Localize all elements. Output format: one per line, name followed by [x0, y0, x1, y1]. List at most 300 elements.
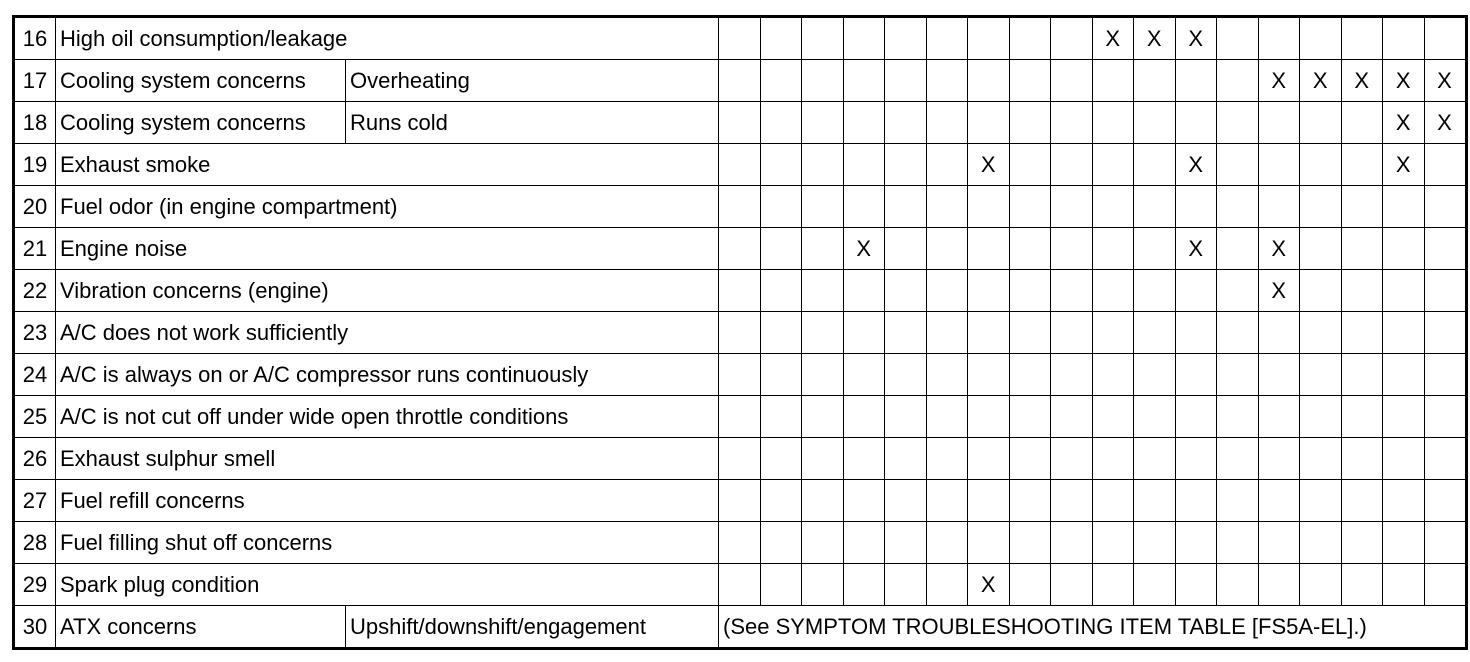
empty-cell	[1300, 144, 1342, 186]
empty-cell	[1175, 60, 1217, 102]
row-number: 21	[14, 228, 56, 270]
table-row	[14, 270, 1467, 312]
empty-cell	[1092, 522, 1134, 564]
check-mark: X	[1258, 270, 1300, 312]
empty-cell	[926, 186, 968, 228]
empty-cell	[1009, 438, 1051, 480]
empty-cell	[968, 60, 1010, 102]
empty-cell	[1009, 228, 1051, 270]
empty-cell	[1092, 480, 1134, 522]
empty-cell	[1009, 312, 1051, 354]
empty-cell	[1092, 270, 1134, 312]
empty-cell	[1383, 522, 1425, 564]
empty-cell	[1009, 270, 1051, 312]
empty-cell	[719, 60, 761, 102]
empty-cell	[968, 396, 1010, 438]
table-row	[14, 396, 1467, 438]
empty-cell	[968, 354, 1010, 396]
empty-cell	[1217, 144, 1259, 186]
empty-cell	[1092, 102, 1134, 144]
empty-cell	[719, 17, 761, 60]
empty-cell	[1092, 312, 1134, 354]
empty-cell	[719, 396, 761, 438]
empty-cell	[1424, 312, 1466, 354]
symptom-label: A/C is always on or A/C compressor runs continuously	[56, 354, 719, 396]
empty-cell	[1341, 396, 1383, 438]
empty-cell	[1217, 270, 1259, 312]
empty-cell	[885, 564, 927, 606]
empty-cell	[1009, 17, 1051, 60]
empty-cell	[843, 102, 885, 144]
empty-cell	[1092, 438, 1134, 480]
table-row	[14, 354, 1467, 396]
check-mark: X	[1300, 60, 1342, 102]
empty-cell	[968, 228, 1010, 270]
empty-cell	[1092, 396, 1134, 438]
empty-cell	[1424, 186, 1466, 228]
row-number: 24	[14, 354, 56, 396]
empty-cell	[1134, 186, 1176, 228]
empty-cell	[802, 480, 844, 522]
empty-cell	[1217, 522, 1259, 564]
row-number: 25	[14, 396, 56, 438]
check-mark: X	[843, 228, 885, 270]
empty-cell	[760, 522, 802, 564]
empty-cell	[1175, 522, 1217, 564]
empty-cell	[802, 564, 844, 606]
empty-cell	[1424, 270, 1466, 312]
empty-cell	[843, 480, 885, 522]
empty-cell	[885, 354, 927, 396]
empty-cell	[760, 480, 802, 522]
reference-note: (See SYMPTOM TROUBLESHOOTING ITEM TABLE [FS5A-EL].)	[719, 606, 1467, 649]
empty-cell	[1258, 522, 1300, 564]
symptom-label: High oil consumption/leakage	[56, 17, 719, 60]
empty-cell	[760, 396, 802, 438]
empty-cell	[968, 102, 1010, 144]
empty-cell	[1092, 186, 1134, 228]
empty-cell	[1383, 354, 1425, 396]
empty-cell	[926, 480, 968, 522]
symptom-label: Cooling system concerns	[56, 102, 346, 144]
row-number: 22	[14, 270, 56, 312]
empty-cell	[1258, 396, 1300, 438]
empty-cell	[843, 396, 885, 438]
empty-cell	[885, 312, 927, 354]
empty-cell	[968, 17, 1010, 60]
empty-cell	[1175, 312, 1217, 354]
empty-cell	[1258, 438, 1300, 480]
empty-cell	[1300, 396, 1342, 438]
check-mark: X	[1424, 102, 1466, 144]
empty-cell	[1009, 144, 1051, 186]
symptom-label: A/C does not work sufficiently	[56, 312, 719, 354]
empty-cell	[719, 438, 761, 480]
check-mark: X	[1258, 228, 1300, 270]
table-row	[14, 17, 1467, 60]
check-mark: X	[1383, 60, 1425, 102]
empty-cell	[1341, 228, 1383, 270]
check-mark: X	[968, 564, 1010, 606]
empty-cell	[1051, 438, 1093, 480]
row-number: 19	[14, 144, 56, 186]
empty-cell	[1175, 186, 1217, 228]
empty-cell	[802, 438, 844, 480]
empty-cell	[1092, 228, 1134, 270]
empty-cell	[1134, 564, 1176, 606]
empty-cell	[1424, 17, 1466, 60]
empty-cell	[719, 228, 761, 270]
empty-cell	[968, 270, 1010, 312]
empty-cell	[1092, 564, 1134, 606]
empty-cell	[1300, 228, 1342, 270]
empty-cell	[843, 270, 885, 312]
empty-cell	[1175, 270, 1217, 312]
empty-cell	[760, 102, 802, 144]
empty-cell	[1134, 144, 1176, 186]
empty-cell	[1217, 438, 1259, 480]
symptom-troubleshooting-table	[12, 15, 1468, 650]
empty-cell	[1051, 396, 1093, 438]
empty-cell	[719, 102, 761, 144]
empty-cell	[1051, 102, 1093, 144]
row-number: 20	[14, 186, 56, 228]
empty-cell	[1134, 228, 1176, 270]
empty-cell	[926, 270, 968, 312]
empty-cell	[1009, 480, 1051, 522]
empty-cell	[1258, 564, 1300, 606]
empty-cell	[719, 480, 761, 522]
empty-cell	[802, 228, 844, 270]
empty-cell	[760, 312, 802, 354]
empty-cell	[1383, 228, 1425, 270]
empty-cell	[1341, 354, 1383, 396]
empty-cell	[1300, 522, 1342, 564]
empty-cell	[1092, 144, 1134, 186]
table-row	[14, 186, 1467, 228]
empty-cell	[843, 312, 885, 354]
empty-cell	[760, 60, 802, 102]
table-row	[14, 522, 1467, 564]
empty-cell	[1051, 564, 1093, 606]
empty-cell	[1051, 144, 1093, 186]
empty-cell	[1051, 270, 1093, 312]
empty-cell	[885, 17, 927, 60]
empty-cell	[1258, 312, 1300, 354]
empty-cell	[1217, 17, 1259, 60]
row-number: 30	[14, 606, 56, 649]
table-row	[14, 60, 1467, 102]
empty-cell	[885, 522, 927, 564]
row-number: 18	[14, 102, 56, 144]
empty-cell	[843, 144, 885, 186]
symptom-label: Exhaust sulphur smell	[56, 438, 719, 480]
empty-cell	[1217, 102, 1259, 144]
empty-cell	[1009, 186, 1051, 228]
empty-cell	[1424, 144, 1466, 186]
empty-cell	[1300, 564, 1342, 606]
empty-cell	[1092, 354, 1134, 396]
empty-cell	[968, 312, 1010, 354]
empty-cell	[926, 522, 968, 564]
empty-cell	[719, 312, 761, 354]
table-row	[14, 228, 1467, 270]
empty-cell	[1341, 270, 1383, 312]
check-mark: X	[1383, 144, 1425, 186]
empty-cell	[1341, 522, 1383, 564]
symptom-label: Cooling system concerns	[56, 60, 346, 102]
sub-symptom-label: Overheating	[346, 60, 719, 102]
empty-cell	[1134, 312, 1176, 354]
empty-cell	[1134, 60, 1176, 102]
check-mark: X	[1175, 228, 1217, 270]
empty-cell	[1092, 60, 1134, 102]
empty-cell	[802, 186, 844, 228]
empty-cell	[802, 312, 844, 354]
table-row	[14, 438, 1467, 480]
empty-cell	[802, 270, 844, 312]
check-mark: X	[1341, 60, 1383, 102]
empty-cell	[1217, 228, 1259, 270]
empty-cell	[1134, 522, 1176, 564]
row-number: 17	[14, 60, 56, 102]
empty-cell	[719, 522, 761, 564]
empty-cell	[1258, 354, 1300, 396]
empty-cell	[1009, 396, 1051, 438]
check-mark: X	[1175, 144, 1217, 186]
empty-cell	[885, 396, 927, 438]
empty-cell	[1341, 144, 1383, 186]
empty-cell	[1300, 102, 1342, 144]
symptom-label: A/C is not cut off under wide open throttle conditions	[56, 396, 719, 438]
empty-cell	[1009, 60, 1051, 102]
row-number: 23	[14, 312, 56, 354]
empty-cell	[802, 17, 844, 60]
empty-cell	[1383, 312, 1425, 354]
empty-cell	[1300, 480, 1342, 522]
empty-cell	[1134, 102, 1176, 144]
empty-cell	[1051, 186, 1093, 228]
row-number: 29	[14, 564, 56, 606]
empty-cell	[1341, 17, 1383, 60]
empty-cell	[926, 564, 968, 606]
empty-cell	[719, 270, 761, 312]
empty-cell	[1258, 480, 1300, 522]
empty-cell	[1341, 480, 1383, 522]
empty-cell	[1175, 354, 1217, 396]
table-row	[14, 144, 1467, 186]
empty-cell	[1175, 480, 1217, 522]
empty-cell	[760, 438, 802, 480]
empty-cell	[760, 144, 802, 186]
symptom-label: Vibration concerns (engine)	[56, 270, 719, 312]
empty-cell	[1217, 564, 1259, 606]
empty-cell	[1051, 354, 1093, 396]
table-row	[14, 312, 1467, 354]
empty-cell	[926, 228, 968, 270]
empty-cell	[1009, 354, 1051, 396]
empty-cell	[1424, 396, 1466, 438]
empty-cell	[968, 480, 1010, 522]
row-number: 27	[14, 480, 56, 522]
check-mark: X	[1175, 17, 1217, 60]
empty-cell	[843, 17, 885, 60]
empty-cell	[1424, 480, 1466, 522]
empty-cell	[968, 522, 1010, 564]
empty-cell	[1258, 102, 1300, 144]
empty-cell	[760, 228, 802, 270]
check-mark: X	[1383, 102, 1425, 144]
empty-cell	[1383, 186, 1425, 228]
symptom-label: ATX concerns	[56, 606, 346, 649]
table-row	[14, 564, 1467, 606]
empty-cell	[843, 186, 885, 228]
empty-cell	[1383, 17, 1425, 60]
empty-cell	[719, 186, 761, 228]
empty-cell	[1341, 186, 1383, 228]
empty-cell	[1258, 17, 1300, 60]
empty-cell	[843, 354, 885, 396]
table-row	[14, 606, 1467, 649]
empty-cell	[719, 144, 761, 186]
empty-cell	[1258, 186, 1300, 228]
empty-cell	[760, 186, 802, 228]
empty-cell	[1134, 480, 1176, 522]
check-mark: X	[968, 144, 1010, 186]
check-mark: X	[1092, 17, 1134, 60]
empty-cell	[843, 564, 885, 606]
empty-cell	[760, 270, 802, 312]
empty-cell	[1341, 564, 1383, 606]
empty-cell	[1175, 564, 1217, 606]
sub-symptom-label: Runs cold	[346, 102, 719, 144]
empty-cell	[843, 438, 885, 480]
check-mark: X	[1134, 17, 1176, 60]
empty-cell	[1424, 228, 1466, 270]
empty-cell	[1217, 354, 1259, 396]
empty-cell	[802, 396, 844, 438]
empty-cell	[885, 186, 927, 228]
empty-cell	[1134, 270, 1176, 312]
empty-cell	[885, 270, 927, 312]
row-number: 26	[14, 438, 56, 480]
empty-cell	[1341, 312, 1383, 354]
empty-cell	[1341, 438, 1383, 480]
empty-cell	[1300, 270, 1342, 312]
empty-cell	[1009, 102, 1051, 144]
empty-cell	[1424, 564, 1466, 606]
empty-cell	[1051, 312, 1093, 354]
empty-cell	[1134, 396, 1176, 438]
empty-cell	[843, 522, 885, 564]
row-number: 28	[14, 522, 56, 564]
empty-cell	[1009, 564, 1051, 606]
empty-cell	[885, 228, 927, 270]
empty-cell	[1009, 522, 1051, 564]
empty-cell	[885, 438, 927, 480]
empty-cell	[926, 102, 968, 144]
symptom-label: Fuel filling shut off concerns	[56, 522, 719, 564]
empty-cell	[1383, 270, 1425, 312]
empty-cell	[1300, 186, 1342, 228]
sub-symptom-label: Upshift/downshift/engagement	[346, 606, 719, 649]
check-mark: X	[1424, 60, 1466, 102]
empty-cell	[926, 438, 968, 480]
empty-cell	[1424, 522, 1466, 564]
empty-cell	[926, 312, 968, 354]
empty-cell	[1051, 522, 1093, 564]
empty-cell	[1424, 438, 1466, 480]
empty-cell	[1383, 438, 1425, 480]
symptom-label: Exhaust smoke	[56, 144, 719, 186]
empty-cell	[802, 354, 844, 396]
empty-cell	[1134, 354, 1176, 396]
empty-cell	[1051, 480, 1093, 522]
empty-cell	[1217, 60, 1259, 102]
empty-cell	[1217, 312, 1259, 354]
empty-cell	[1175, 102, 1217, 144]
empty-cell	[926, 144, 968, 186]
empty-cell	[926, 354, 968, 396]
symptom-label: Fuel odor (in engine compartment)	[56, 186, 719, 228]
empty-cell	[926, 17, 968, 60]
empty-cell	[1300, 354, 1342, 396]
empty-cell	[802, 144, 844, 186]
empty-cell	[1175, 396, 1217, 438]
row-number: 16	[14, 17, 56, 60]
empty-cell	[1300, 312, 1342, 354]
empty-cell	[1300, 438, 1342, 480]
empty-cell	[926, 396, 968, 438]
empty-cell	[1383, 396, 1425, 438]
empty-cell	[1424, 354, 1466, 396]
empty-cell	[1383, 564, 1425, 606]
symptom-label: Fuel refill concerns	[56, 480, 719, 522]
empty-cell	[1134, 438, 1176, 480]
empty-cell	[968, 186, 1010, 228]
check-mark: X	[1258, 60, 1300, 102]
empty-cell	[968, 438, 1010, 480]
empty-cell	[885, 144, 927, 186]
empty-cell	[1175, 438, 1217, 480]
empty-cell	[1051, 228, 1093, 270]
empty-cell	[1217, 480, 1259, 522]
empty-cell	[1258, 144, 1300, 186]
table-row	[14, 102, 1467, 144]
empty-cell	[885, 480, 927, 522]
empty-cell	[1217, 396, 1259, 438]
empty-cell	[802, 102, 844, 144]
empty-cell	[802, 60, 844, 102]
empty-cell	[760, 564, 802, 606]
symptom-label: Spark plug condition	[56, 564, 719, 606]
empty-cell	[885, 60, 927, 102]
symptom-table-container	[12, 15, 1468, 650]
empty-cell	[843, 60, 885, 102]
empty-cell	[719, 354, 761, 396]
symptom-label: Engine noise	[56, 228, 719, 270]
empty-cell	[719, 564, 761, 606]
empty-cell	[802, 522, 844, 564]
empty-cell	[760, 354, 802, 396]
table-row	[14, 480, 1467, 522]
empty-cell	[1300, 17, 1342, 60]
empty-cell	[1341, 102, 1383, 144]
empty-cell	[926, 60, 968, 102]
empty-cell	[760, 17, 802, 60]
empty-cell	[1217, 186, 1259, 228]
empty-cell	[1051, 60, 1093, 102]
